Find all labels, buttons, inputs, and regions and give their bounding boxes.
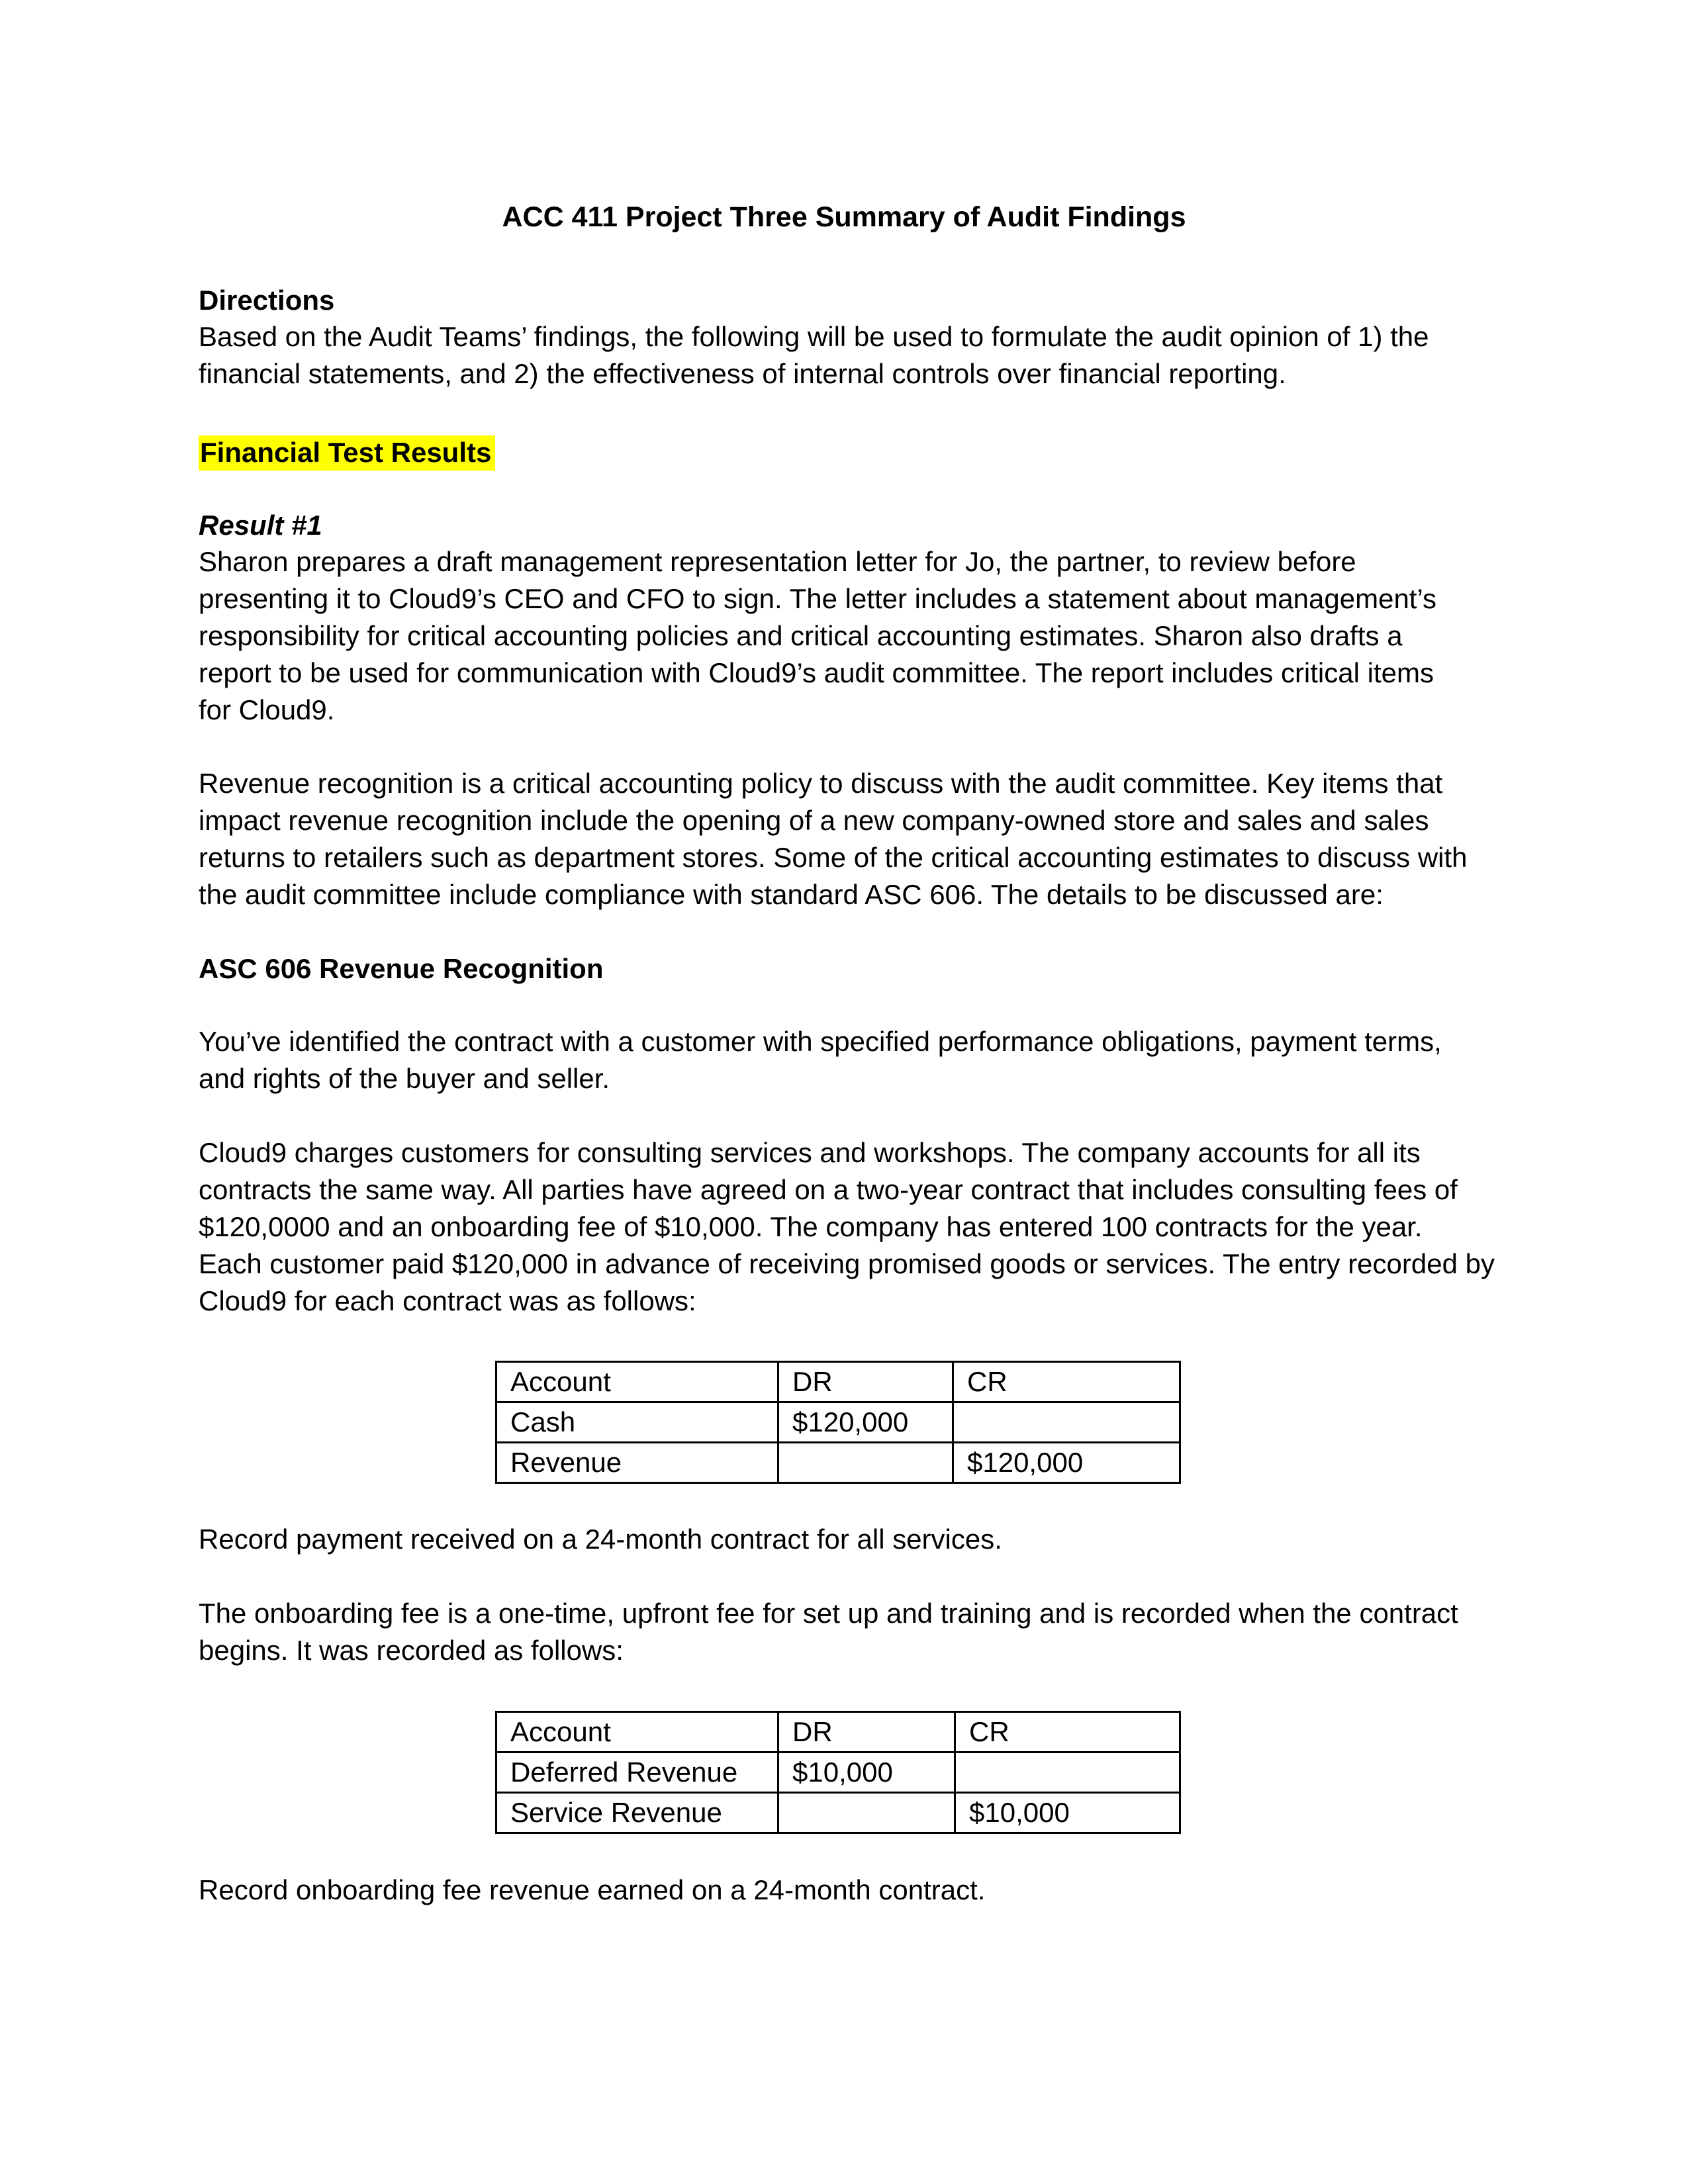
asc-606-heading: ASC 606 Revenue Recognition [199,953,604,984]
text-line: presenting it to Cloud9’s CEO and CFO to sign. The letter includes a statement about management’s [199,583,1437,614]
table-cell: Service Revenue [496,1793,778,1833]
highlighted-heading: Financial Test Results [199,435,495,471]
text-line: returns to retailers such as department stores. Some of the critical accounting estimates to discuss with [199,842,1468,873]
table-cell: $120,000 [953,1443,1180,1483]
table-cell [955,1752,1180,1793]
text-line: begins. It was recorded as follows: [199,1635,624,1666]
text-line: Cloud9 for each contract was as follows: [199,1285,696,1316]
asc-606-paragraph-3 [199,1595,1458,1669]
table-header-row [496,1362,1180,1402]
table-header-cell: CR [955,1712,1180,1752]
table-cell [778,1443,953,1483]
result-1-heading: Result #1 [199,510,322,541]
text-line: and rights of the buyer and seller. [199,1063,610,1094]
table-row [496,1443,1180,1483]
table-cell: Cash [496,1402,778,1443]
text-line: contracts the same way. All parties have agreed on a two-year contract that includes consulting fees of [199,1174,1458,1205]
table-cell [953,1402,1180,1443]
text-line: for Cloud9. [199,694,335,725]
page-title: ACC 411 Project Three Summary of Audit Findings [502,201,1186,233]
table-cell: $10,000 [955,1793,1180,1833]
text-line: $120,0000 and an onboarding fee of $10,000. The company has entered 100 contracts for the year. [199,1211,1423,1242]
asc-606-paragraph-1 [199,1023,1442,1097]
table-row [496,1752,1180,1793]
directions-paragraph [199,318,1429,392]
asc-606-paragraph-2 [199,1134,1495,1320]
text-line: Each customer paid $120,000 in advance of receiving promised goods or services. The entry recorded by [199,1248,1495,1279]
table-2-caption: Record onboarding fee revenue earned on a 24-month contract. [199,1874,986,1905]
table-cell: $120,000 [778,1402,953,1443]
table-1-caption: Record payment received on a 24-month contract for all services. [199,1524,1002,1555]
text-line: Based on the Audit Teams’ findings, the following will be used to formulate the audit opinion of 1) the [199,321,1429,352]
text-line: the audit committee include compliance with standard ASC 606. The details to be discussed are: [199,879,1383,910]
journal-entry-table-2 [495,1711,1181,1834]
result-1-paragraph-1 [199,543,1436,729]
table-header-cell: Account [496,1712,778,1752]
table-row [496,1402,1180,1443]
text-line: financial statements, and 2) the effectiveness of internal controls over financial reporting. [199,358,1286,389]
table-header-cell: CR [953,1362,1180,1402]
text-line: report to be used for communication with Cloud9’s audit committee. The report includes critical items [199,657,1434,688]
text-line: Sharon prepares a draft management representation letter for Jo, the partner, to review before [199,546,1356,577]
table-cell: Revenue [496,1443,778,1483]
text-line: You’ve identified the contract with a customer with specified performance obligations, payment terms, [199,1026,1442,1057]
table-row [496,1793,1180,1833]
directions-heading: Directions [199,285,335,316]
text-line: responsibility for critical accounting policies and critical accounting estimates. Sharon also drafts a [199,620,1403,651]
text-line: Cloud9 charges customers for consulting services and workshops. The company accounts for all its [199,1137,1421,1168]
table-cell: $10,000 [778,1752,955,1793]
table-header-cell: DR [778,1712,955,1752]
table-cell [778,1793,955,1833]
text-line: impact revenue recognition include the opening of a new company-owned store and sales and sales [199,805,1429,836]
result-1-paragraph-2 [199,765,1468,913]
text-line: The onboarding fee is a one-time, upfront fee for set up and training and is recorded when the contract [199,1598,1458,1629]
table-header-cell: DR [778,1362,953,1402]
financial-test-results-heading [199,434,495,471]
text-line: Revenue recognition is a critical accounting policy to discuss with the audit committee. Key items that [199,768,1443,799]
table-header-cell: Account [496,1362,778,1402]
table-cell: Deferred Revenue [496,1752,778,1793]
table-header-row [496,1712,1180,1752]
journal-entry-table-1 [495,1361,1181,1484]
